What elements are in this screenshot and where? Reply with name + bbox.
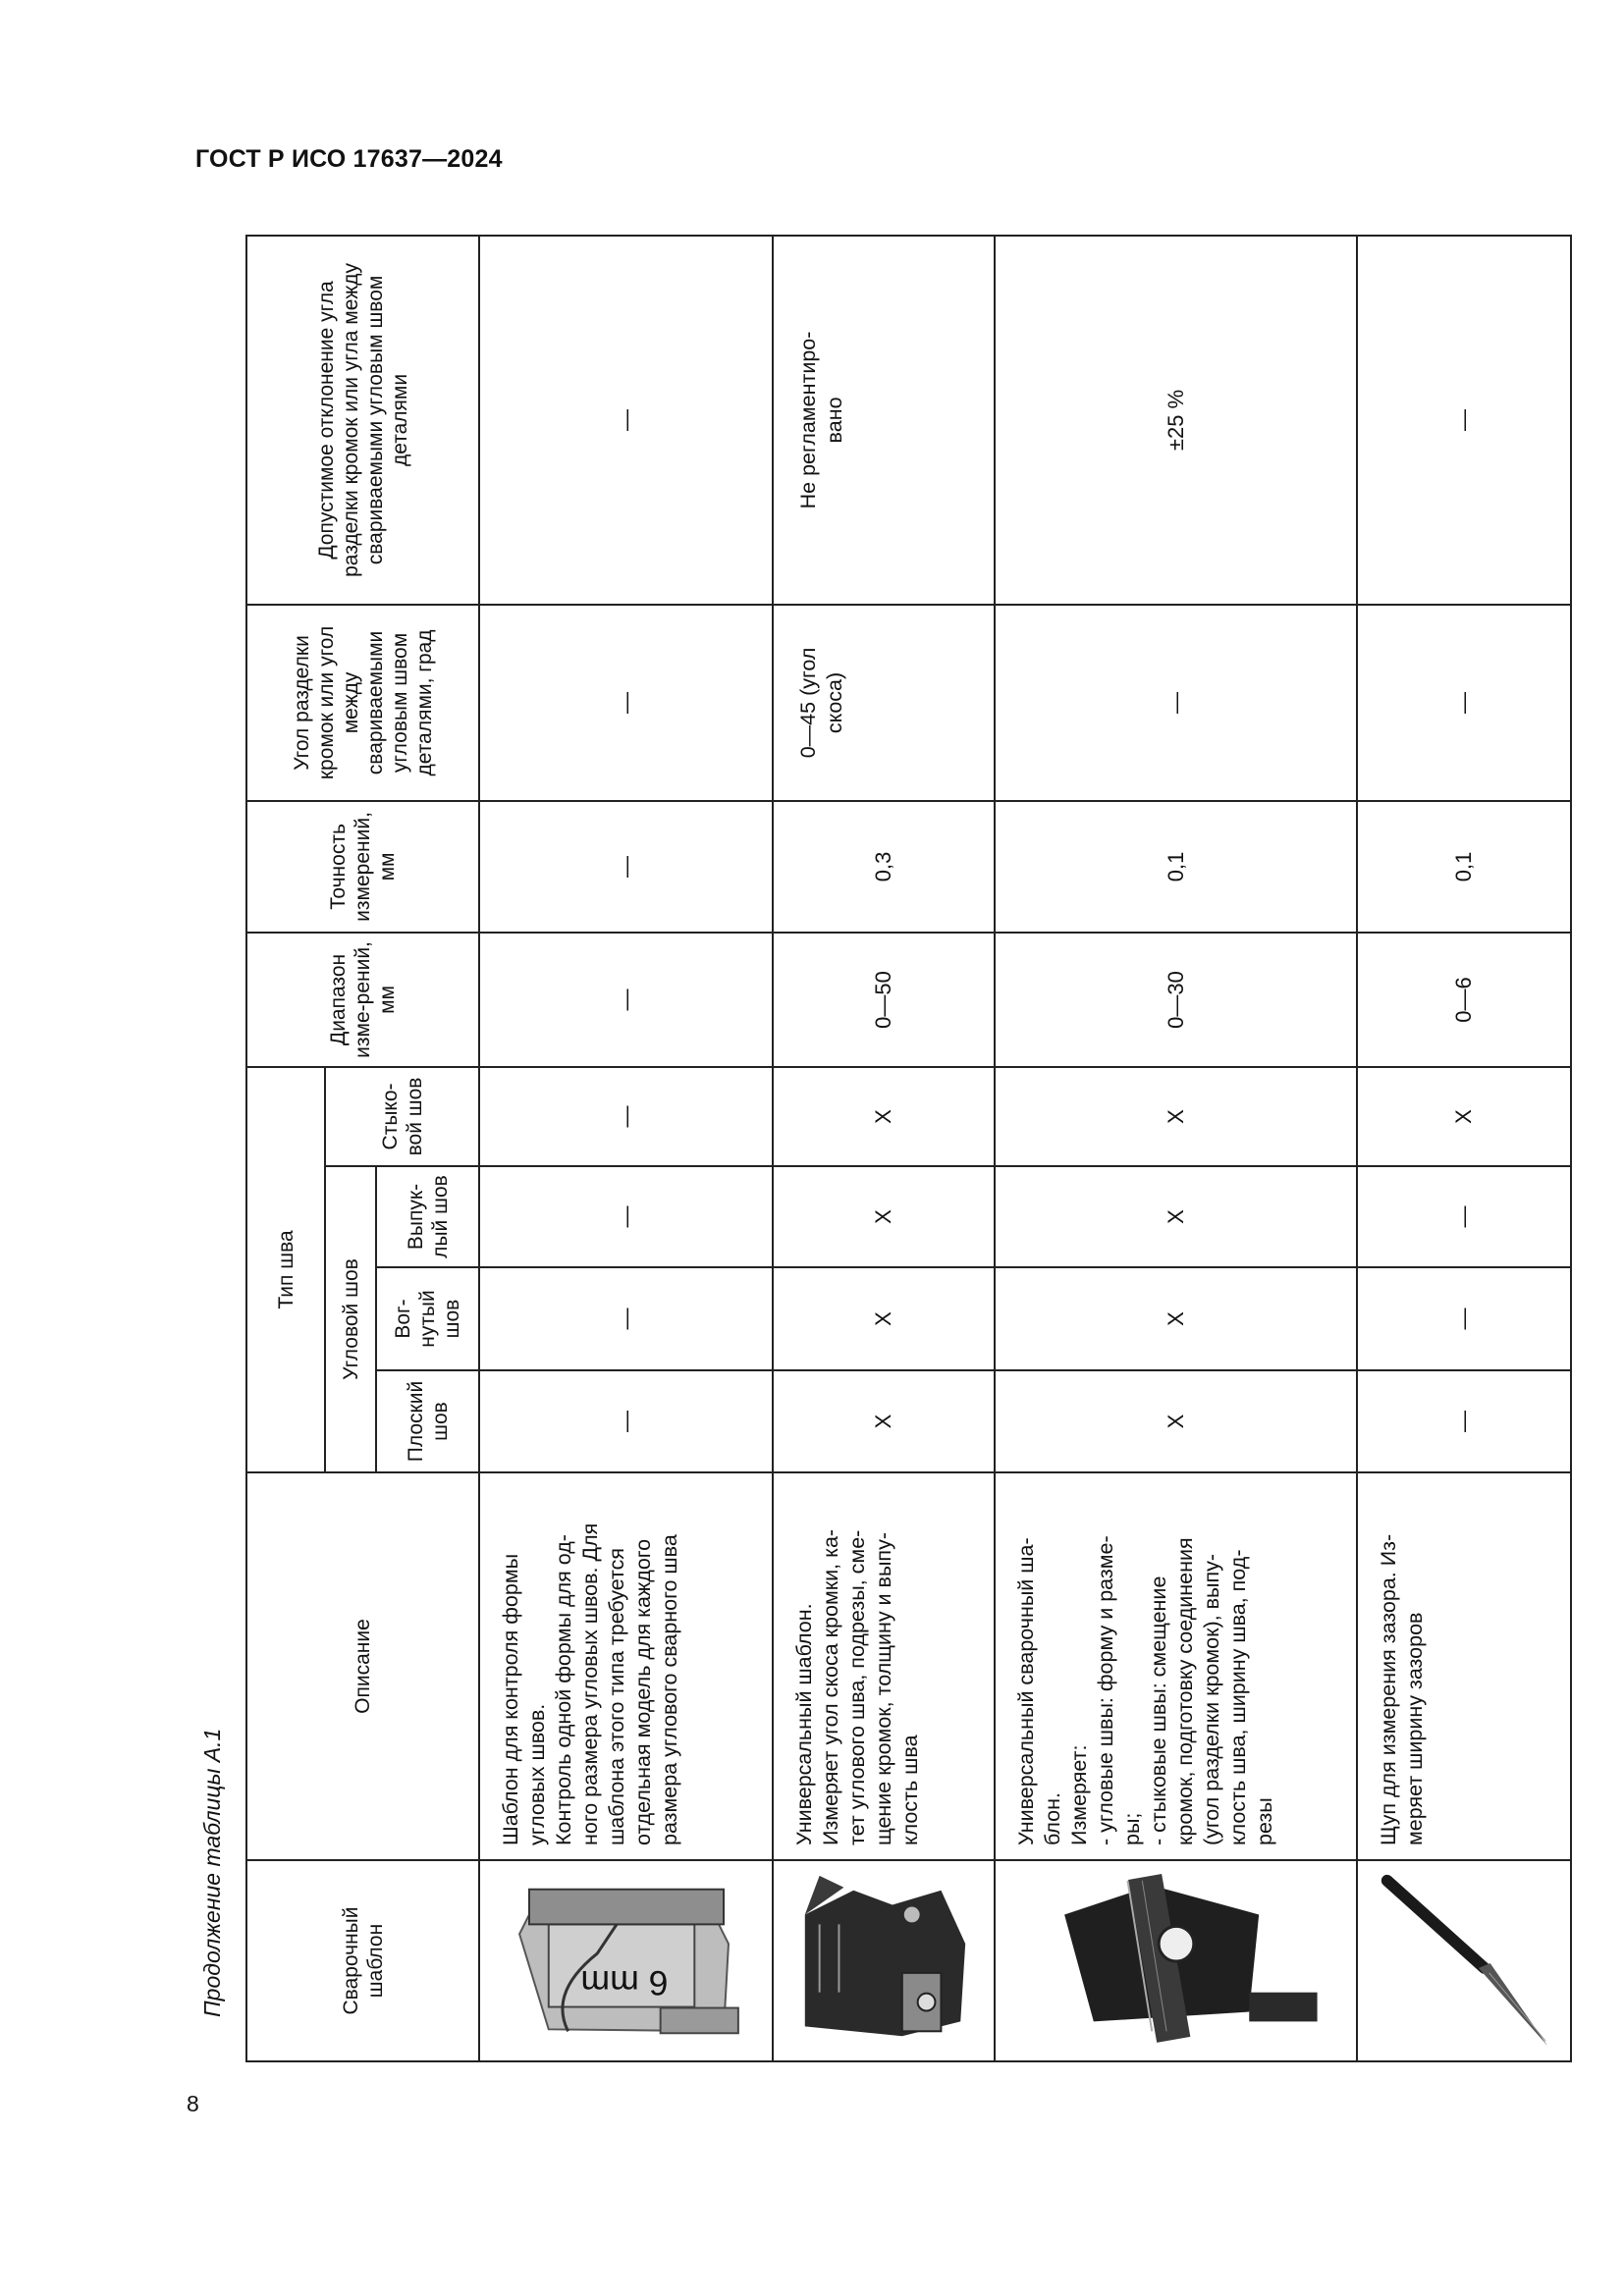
description-cell: Универсальный сварочный ша- блон. Измеряет: - угловые швы: форму и разме- ры; - стыковые швы: смещение кромок, подготовку соединения (угол разделки кромок), выпу- клость шва, ширину шва, под- резы <box>995 1472 1357 1860</box>
accuracy-cell: 0,3 <box>773 801 995 933</box>
angle-cell: — <box>995 605 1357 801</box>
page-number: 8 <box>187 2091 199 2116</box>
angle-cell: — <box>1357 605 1571 801</box>
angle-cell: 0—45 (угол скоса) <box>773 605 995 801</box>
tolerance-cell: — <box>479 236 773 605</box>
range-cell: 0—30 <box>995 933 1357 1067</box>
concave-cell: — <box>1357 1267 1571 1370</box>
flat-cell: — <box>1357 1370 1571 1472</box>
welding-gauges-table <box>245 235 1572 2062</box>
table-row <box>1357 236 1571 2061</box>
table-row <box>479 236 773 2061</box>
convex-cell: X <box>773 1166 995 1267</box>
accuracy-cell: — <box>479 801 773 933</box>
flat-cell: X <box>773 1370 995 1472</box>
description-cell: Шаблон для контроля формы угловых швов. Контроль одной формы для од- ного размера угловых швов. Для шаблона этого типа требуется отдельная модель для каждого размера углового сварного шва <box>479 1472 773 1860</box>
concave-cell: — <box>479 1267 773 1370</box>
universal-gauge-photo <box>773 1860 995 2061</box>
header-range: Диапазон изме-рений, мм <box>246 933 479 1067</box>
range-cell: — <box>479 933 773 1067</box>
tolerance-cell: ±25 % <box>995 236 1357 605</box>
range-cell: 0—6 <box>1357 933 1571 1067</box>
flat-cell: — <box>479 1370 773 1472</box>
universal-gauge-icon <box>785 1861 983 2060</box>
header-butt: Стыко-вой шов <box>325 1067 479 1166</box>
document-title: ГОСТ Р ИСО 17637—2024 <box>195 145 503 173</box>
table-row <box>773 236 995 2061</box>
convex-cell: — <box>479 1166 773 1267</box>
header-description: Описание <box>246 1472 479 1860</box>
rotated-table-container <box>245 237 1512 2062</box>
fillet-gauge-photo <box>479 1860 773 2061</box>
butt-cell: X <box>995 1067 1357 1166</box>
header-convex: Выпук-лый шов <box>376 1166 479 1267</box>
header-tolerance: Допустимое отклонение угла разделки кромок или угла между свариваемыми угловым швом деталями <box>246 236 479 605</box>
gauge-label: 6 mm <box>580 1962 669 2002</box>
convex-cell: X <box>995 1166 1357 1267</box>
flat-cell: X <box>995 1370 1357 1472</box>
header-flat: Плоский шов <box>376 1370 479 1472</box>
table-row <box>995 236 1357 2061</box>
description-cell: Универсальный шаблон. Измеряет угол скоса кромки, ка- тет углового шва, подрезы, сме- щение кромок, толщину и выпу- клость шва <box>773 1472 995 1860</box>
concave-cell: X <box>995 1267 1357 1370</box>
butt-cell: X <box>1357 1067 1571 1166</box>
gap-probe-icon <box>1367 1861 1561 2060</box>
range-cell: 0—50 <box>773 933 995 1067</box>
header-weld-type: Тип шва <box>246 1067 325 1472</box>
header-fillet-weld: Угловой шов <box>325 1166 376 1472</box>
accuracy-cell: 0,1 <box>995 801 1357 933</box>
butt-cell: X <box>773 1067 995 1166</box>
table-caption: Продолжение таблицы А.1 <box>199 1728 225 2017</box>
universal-welding-gauge-icon <box>1004 1861 1347 2060</box>
fillet-gauge-6mm-icon <box>489 1861 763 2060</box>
convex-cell: — <box>1357 1166 1571 1267</box>
accuracy-cell: 0,1 <box>1357 801 1571 933</box>
concave-cell: X <box>773 1267 995 1370</box>
description-cell: Щуп для измерения зазора. Из- меряет ширину зазоров <box>1357 1472 1571 1860</box>
tolerance-cell: — <box>1357 236 1571 605</box>
butt-cell: — <box>479 1067 773 1166</box>
header-accuracy: Точность измерений, мм <box>246 801 479 933</box>
angle-cell: — <box>479 605 773 801</box>
header-angle: Угол разделки кромок или угол между свариваемыми угловым швом деталями, град <box>246 605 479 801</box>
gap-probe-photo <box>1357 1860 1571 2061</box>
header-template: Сварочный шаблон <box>246 1860 479 2061</box>
tolerance-cell: Не регламентиро- вано <box>773 236 995 605</box>
universal-welding-gauge-photo <box>995 1860 1357 2061</box>
header-concave: Вог-нутый шов <box>376 1267 479 1370</box>
